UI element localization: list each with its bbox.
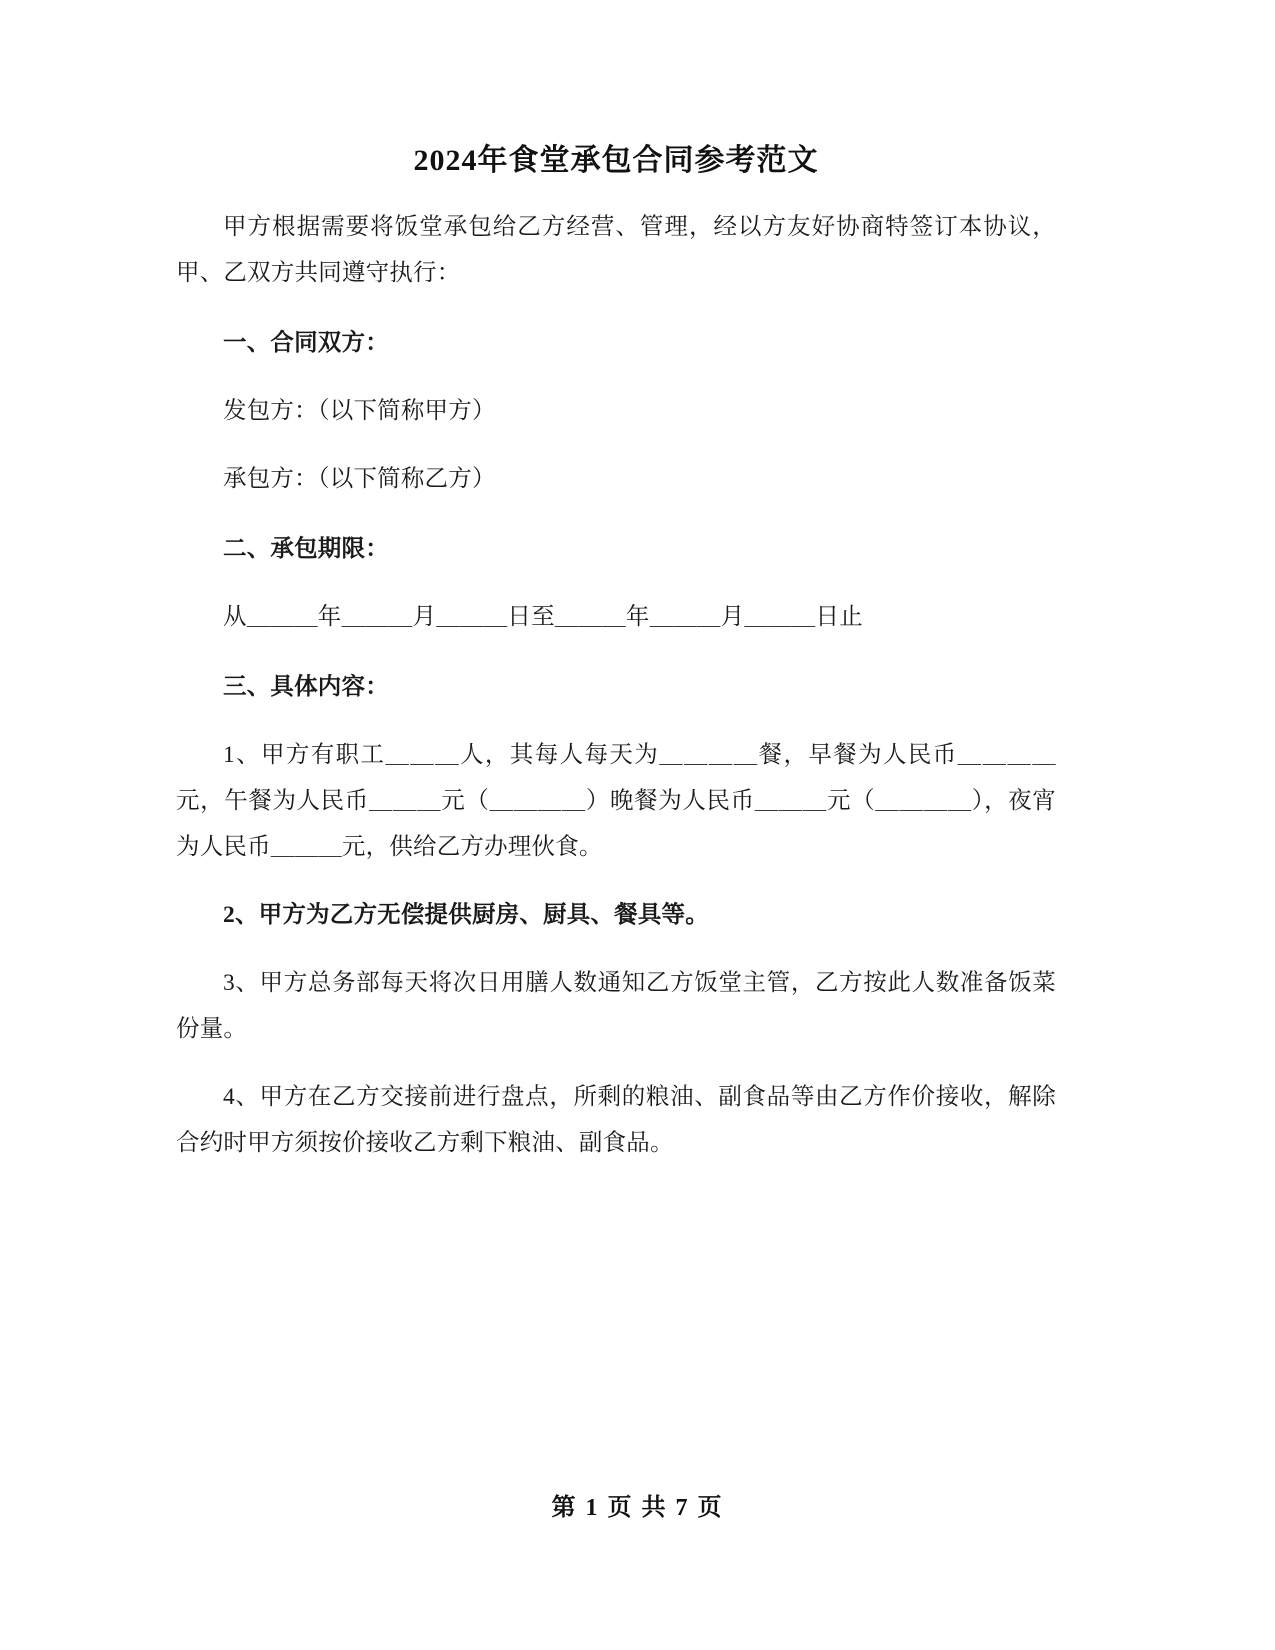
- section-heading-2: 二、承包期限：: [223, 536, 389, 562]
- page-footer: [0, 1487, 1275, 1522]
- page-number-indicator: 第 1 页 共 7 页: [551, 1495, 724, 1521]
- section-heading-1: 一、合同双方：: [223, 330, 389, 356]
- page-title: 2024年食堂承包合同参考范文: [413, 144, 819, 177]
- clause-item-3: 3、甲方总务部每天将次日用膳人数通知乙方饭堂主管，乙方按此人数准备饭菜份量。: [176, 970, 1056, 1042]
- clause-item-4: 4、甲方在乙方交接前进行盘点，所剩的粮油、副食品等由乙方作价接收，解除合约时甲方须按价接收乙方剩下粮油、副食品。: [176, 1084, 1056, 1156]
- contract-period-line: 从＿＿＿年＿＿＿月＿＿＿日至＿＿＿年＿＿＿月＿＿＿日止: [223, 604, 863, 630]
- clause-item-1: 1、甲方有职工＿＿＿人，其每人每天为＿＿＿＿餐，早餐为人民币＿＿＿＿元，午餐为人民币＿＿＿元（＿＿＿＿）晚餐为人民币＿＿＿元（＿＿＿＿），夜宵为人民币＿＿＿元，供给乙方办理伙食。: [176, 742, 1056, 860]
- clause-item-2: 2、甲方为乙方无偿提供厨房、厨具、餐具等。: [223, 902, 709, 928]
- preamble-paragraph: 甲方根据需要将饭堂承包给乙方经营、管理，经以方友好协商特签订本协议，甲、乙双方共同遵守执行：: [176, 214, 1056, 286]
- document-body: [176, 0, 1056, 1166]
- party-line-a: 发包方：（以下简称甲方）: [223, 398, 496, 424]
- party-line-b: 承包方：（以下简称乙方）: [223, 466, 496, 492]
- section-heading-3: 三、具体内容：: [223, 674, 389, 700]
